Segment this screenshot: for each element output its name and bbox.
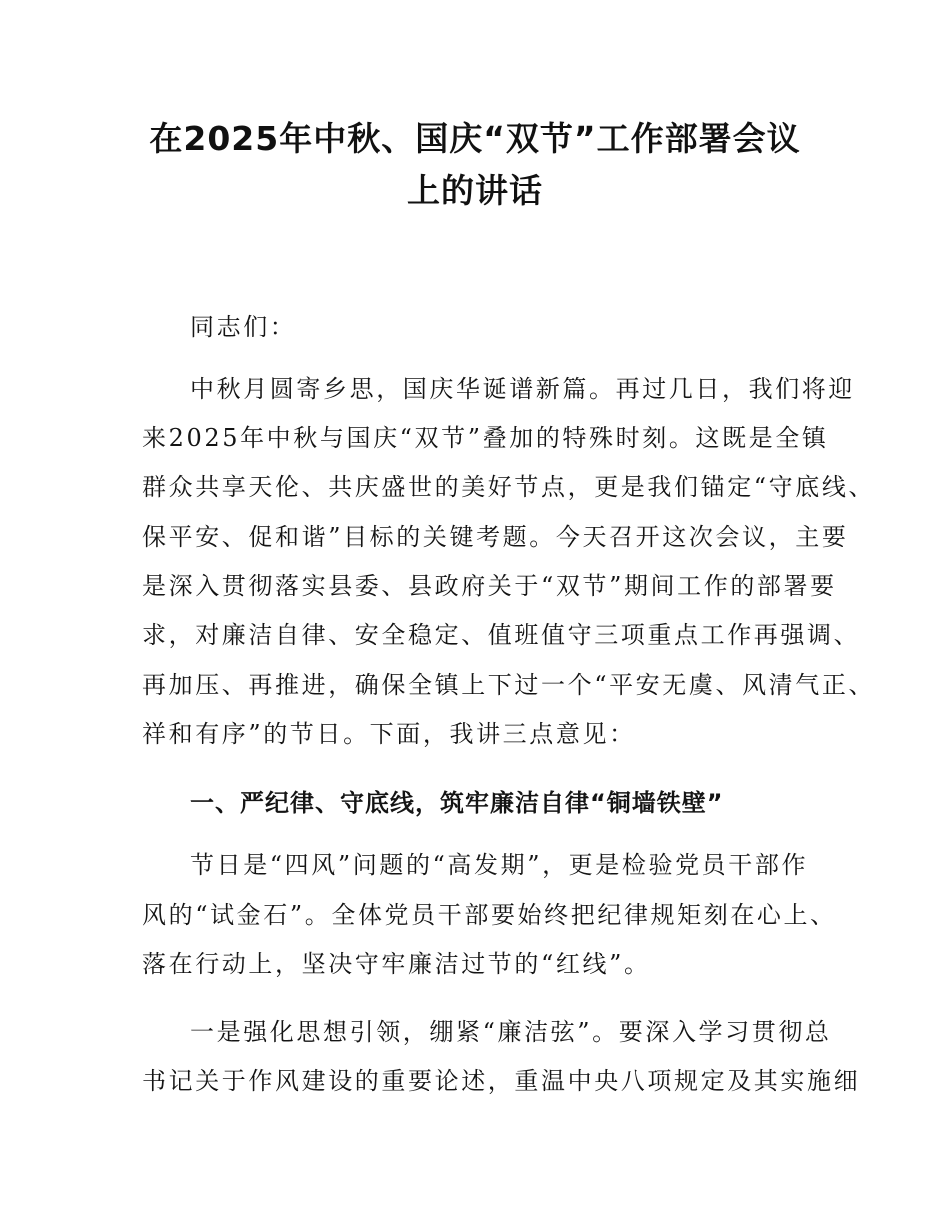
section-heading-1: 一、严纪律、守底线，筑牢廉洁自律“铜墙铁壁” <box>190 789 724 817</box>
para1-line-3: 群众共享天伦、共庆盛世的美好节点，更是我们锚定“守底线、 <box>142 473 876 501</box>
para1-line-2: 来2025年中秋与国庆“双节”叠加的特殊时刻。这既是全镇 <box>142 424 829 452</box>
document-title-line-2: 上的讲话 <box>407 171 543 210</box>
para2-line-3: 落在行动上，坚决守牢廉洁过节的“红线”。 <box>142 950 651 978</box>
para1-line-7: 再加压、再推进，确保全镇上下过一个“平安无虞、风清气正、 <box>142 671 876 699</box>
para1-line-1: 中秋月圆寄乡思，国庆华诞谱新篇。再过几日，我们将迎 <box>190 375 855 403</box>
document-title-line-1: 在2025年中秋、国庆“双节”工作部署会议 <box>149 119 801 158</box>
para1-line-6: 求，对廉洁自律、安全稳定、值班值守三项重点工作再强调、 <box>142 621 861 649</box>
para1-line-8: 祥和有序”的节日。下面，我讲三点意见： <box>142 720 636 748</box>
para1-line-4: 保平安、促和谐”目标的关键考题。今天召开这次会议，主要 <box>142 523 849 551</box>
salutation: 同志们： <box>190 313 297 341</box>
para2-line-1: 节日是“四风”问题的“高发期”，更是检验党员干部作 <box>190 851 809 879</box>
para2-line-2: 风的“试金石”。全体党员干部要始终把纪律规矩刻在心上、 <box>142 901 837 929</box>
para1-line-5: 是深入贯彻落实县委、县政府关于“双节”期间工作的部署要 <box>142 572 837 600</box>
para3-line-2: 书记关于作风建设的重要论述，重温中央八项规定及其实施细 <box>142 1067 861 1095</box>
para3-line-1: 一是强化思想引领，绷紧“廉洁弦”。要深入学习贯彻总 <box>190 1018 832 1046</box>
